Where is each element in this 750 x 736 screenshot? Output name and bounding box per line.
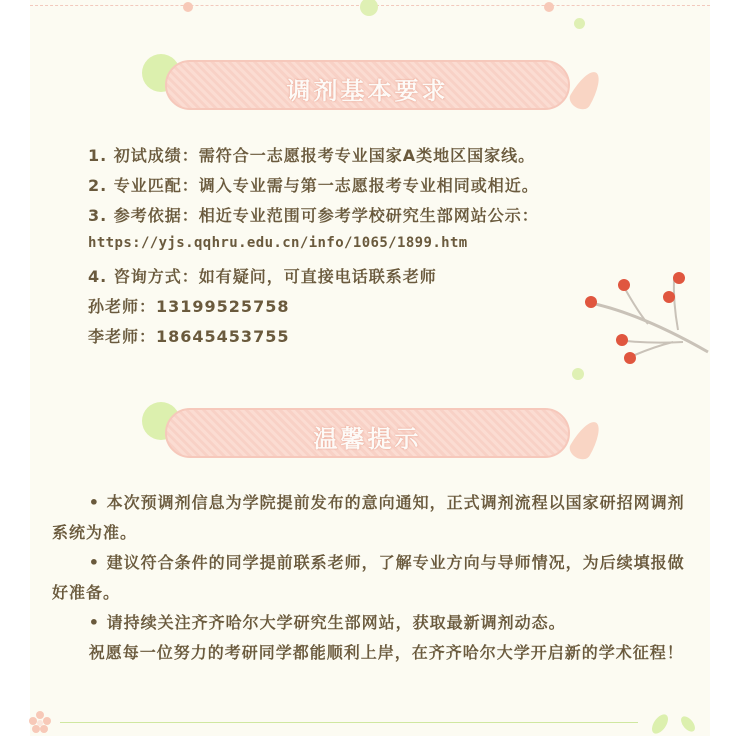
- website-link[interactable]: https://yjs.qqhru.edu.cn/info/1065/1899.htm: [88, 235, 468, 251]
- pink-dot-icon: [183, 2, 193, 12]
- list-item: 3. 参考依据：相近专业范围可参考学校研究生部网站公示：: [88, 206, 539, 225]
- green-dot-icon: [574, 18, 585, 29]
- contact-li: 李老师：18645453755: [88, 327, 290, 346]
- tip-paragraph: • 请持续关注齐齐哈尔大学研究生部网站，获取最新调剂动态。: [88, 613, 566, 632]
- flower-icon: [28, 710, 52, 734]
- leaves-icon: [648, 712, 700, 736]
- section-banner: [165, 408, 570, 458]
- closing-paragraph: 祝愿每一位努力的考研同学都能顺利上岸，在齐齐哈尔大学开启新的学术征程！: [88, 643, 684, 662]
- pink-dot-icon: [544, 2, 554, 12]
- list-item: 1. 初试成绩：需符合一志愿报考专业国家A类地区国家线。: [88, 146, 536, 165]
- section-banner: [165, 60, 570, 110]
- tip-paragraph: • 建议符合条件的同学提前联系老师，了解专业方向与导师情况，为后续填报做好准备。: [52, 553, 685, 602]
- list-item: 4. 咨询方式：如有疑问，可直接电话联系老师: [88, 267, 437, 286]
- bottom-divider: [60, 722, 638, 723]
- tip-paragraph: • 本次预调剂信息为学院提前发布的意向通知，正式调剂流程以国家研招网调剂系统为准。: [52, 493, 685, 542]
- section-title: 调剂基本要求: [286, 77, 449, 105]
- list-item: 2. 专业匹配：调入专业需与第一志愿报考专业相同或相近。: [88, 176, 539, 195]
- contact-sun: 孙老师：13199525758: [88, 297, 290, 316]
- berry-branch-illustration: [578, 262, 710, 382]
- green-dot-icon: [572, 368, 584, 380]
- tips-text: [52, 488, 692, 668]
- section-title: 温馨提示: [313, 425, 422, 453]
